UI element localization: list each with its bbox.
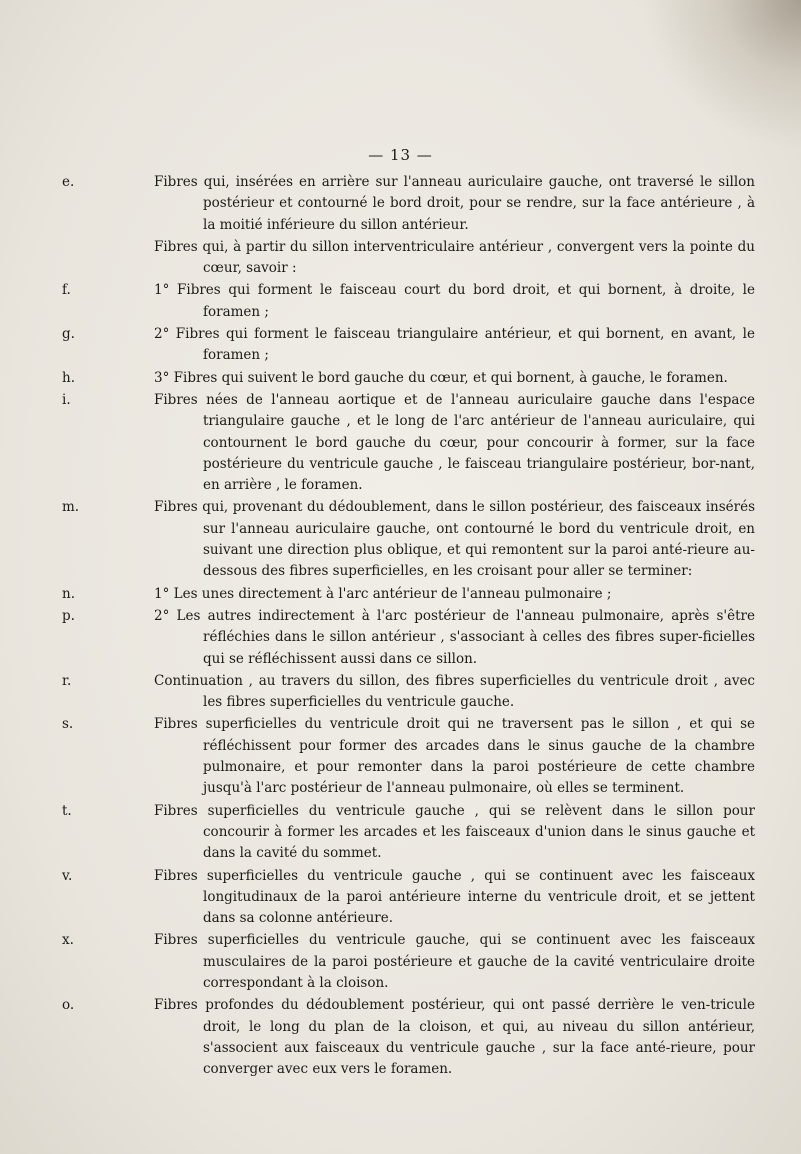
entry-marker: v. xyxy=(62,867,73,884)
entry-text: Fibres superficielles du ventricule gauche , qui se continuent avec les faisceaux longitudinaux de la paroi antérieure interne du ventricule droit, et se jettent dans sa colonne antérieure. xyxy=(154,867,755,927)
entry-text: Fibres profondes du dédoublement postérieur, qui ont passé derrière le ven-tricule droit, le long du plan de la cloison, et qui, au niveau du sillon antérieur, s'associent aux faisceaux du ventricule gauche , sur la face anté-rieure, pour converger avec eux vers le foramen. xyxy=(154,997,755,1078)
entry-text: 1° Fibres qui forment le faisceau court du bord droit, et qui bornent, à droite, le foramen ; xyxy=(154,282,755,320)
entry-intro xyxy=(0,237,801,280)
entry-list xyxy=(0,172,801,1081)
entry-text: Fibres superficielles du ventricule gauche , qui se relèvent dans le sillon pour concourir à former les arcades et les faisceaux d'union dans le sinus gauche et dans la cavité du sommet. xyxy=(154,802,755,862)
entry-text: 2° Les autres indirectement à l'arc postérieur de l'anneau pulmonaire, après s'être réfléchies dans le sillon antérieur , s'associant à celles des fibres super-ficielles qui se réfléchissent aussi dans ce sillon. xyxy=(154,607,755,667)
entry-marker: i. xyxy=(62,391,71,408)
entry-text: 2° Fibres qui forment le faisceau triangulaire antérieur, et qui bornent, en avant, le foramen ; xyxy=(154,326,755,364)
entry-marker: r. xyxy=(62,672,72,689)
entry-g xyxy=(0,324,801,367)
entry-t xyxy=(0,801,801,865)
entry-marker: o. xyxy=(62,997,75,1014)
entry-e xyxy=(0,172,801,236)
entry-text: Fibres superficielles du ventricule droit qui ne traversent pas le sillon , et qui se réfléchissent pour former des arcades dans le sinus gauche de la chambre pulmonaire, et pour remonter dans la paroi postérieure de cette chambre jusqu'à l'arc postérieur de l'anneau pulmonaire, où elles se terminent. xyxy=(154,716,755,797)
entry-text: Fibres qui, insérées en arrière sur l'anneau auriculaire gauche, ont traversé le sillon postérieur et contourné le bord droit, pour se rendre, sur la face antérieure , à la moitié inférieure du sillon antérieur. xyxy=(154,174,755,233)
entry-text: Fibres qui, à partir du sillon interventriculaire antérieur , convergent vers la pointe du cœur, savoir : xyxy=(154,238,755,277)
page-stain xyxy=(641,0,801,150)
entry-f xyxy=(0,280,801,323)
entry-m xyxy=(0,497,801,582)
entry-p xyxy=(0,606,801,670)
entry-marker: x. xyxy=(62,932,74,949)
entry-s xyxy=(0,714,801,799)
entry-marker: m. xyxy=(62,499,80,516)
entry-text: 3° Fibres qui suivent le bord gauche du cœur, et qui bornent, à gauche, le foramen. xyxy=(154,369,728,386)
entry-n xyxy=(0,584,801,605)
entry-marker: f. xyxy=(62,282,71,299)
entry-o xyxy=(0,995,801,1080)
entry-marker: t. xyxy=(62,802,72,819)
entry-marker: n. xyxy=(62,585,75,602)
entry-marker: g. xyxy=(62,326,75,343)
entry-marker: p. xyxy=(62,607,75,624)
entry-text: Fibres qui, provenant du dédoublement, dans le sillon postérieur, des faisceaux insérés sur l'anneau auriculaire gauche, ont contourné le bord du ventricule droit, en suivant une direction plus oblique, et qui remontent sur la paroi anté-rieure au-dessous des fibres superficielles, en les croisant pour aller se terminer: xyxy=(154,499,755,580)
page-number: — 13 — xyxy=(368,146,433,164)
entry-marker: s. xyxy=(62,716,74,733)
entry-marker: h. xyxy=(62,369,75,386)
entry-v xyxy=(0,866,801,930)
entry-text: Fibres superficielles du ventricule gauche, qui se continuent avec les faisceaux musculaires de la paroi postérieure et gauche de la cavité ventriculaire droite correspondant à la cloison. xyxy=(154,932,755,991)
entry-r xyxy=(0,671,801,714)
entry-x xyxy=(0,930,801,994)
entry-i xyxy=(0,390,801,496)
entry-h xyxy=(0,368,801,389)
entry-text: Continuation , au travers du sillon, des fibres superficielles du ventricule droit , avec les fibres superficielles du ventricule gauche. xyxy=(154,672,755,711)
entry-text: 1° Les unes directement à l'arc antérieur de l'anneau pulmonaire ; xyxy=(154,585,612,602)
entry-marker: e. xyxy=(62,174,75,190)
entry-text: Fibres nées de l'anneau aortique et de l'anneau auriculaire gauche dans l'espace triangulaire gauche , et le long de l'arc antérieur de l'anneau auriculaire, qui contournent le bord gauche du cœur, pour concourir à former, sur la face postérieure du ventricule gauche , le faisceau triangulaire postérieur, bor-nant, en arrière , le foramen. xyxy=(154,391,755,494)
